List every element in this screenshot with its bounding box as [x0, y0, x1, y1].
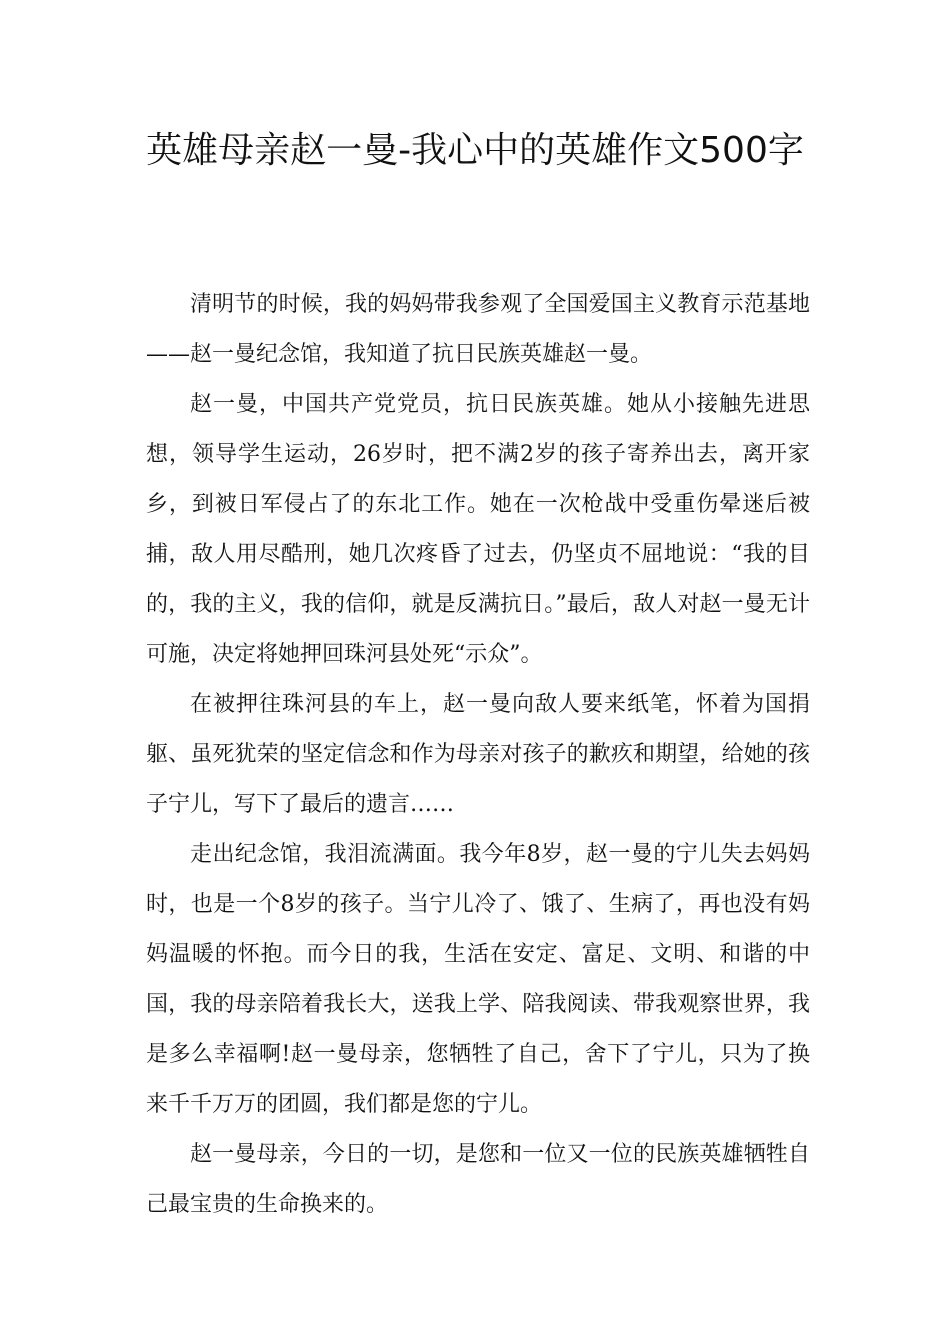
document-body	[146, 280, 810, 1230]
paragraph: 清明节的时候，我的妈妈带我参观了全国爱国主义教育示范基地——赵一曼纪念馆，我知道了抗日民族英雄赵一曼。	[146, 292, 810, 367]
paragraph: 赵一曼，中国共产党党员，抗日民族英雄。她从小接触先进思想，领导学生运动，26岁时，把不满2岁的孩子寄养出去，离开家乡，到被日军侵占了的东北工作。她在一次枪战中受重伤晕迷后被捕，敌人用尽酷刑，她几次疼昏了过去，仍坚贞不屈地说：“我的目的，我的主义，我的信仰，就是反满抗日。”最后，敌人对赵一曼无计可施，决定将她押回珠河县处死“示众”。	[146, 392, 810, 667]
document-title: 英雄母亲赵一曼-我心中的英雄作文500字	[146, 130, 804, 171]
paragraph: 赵一曼母亲，今日的一切，是您和一位又一位的民族英雄牺牲自己最宝贵的生命换来的。	[146, 1142, 810, 1217]
paragraph: 走出纪念馆，我泪流满面。我今年8岁，赵一曼的宁儿失去妈妈时，也是一个8岁的孩子。当宁儿冷了、饿了、生病了，再也没有妈妈温暖的怀抱。而今日的我，生活在安定、富足、文明、和谐的中国，我的母亲陪着我长大，送我上学、陪我阅读、带我观察世界，我是多么幸福啊!赵一曼母亲，您牺牲了自己，舍下了宁儿，只为了换来千千万万的团圆，我们都是您的宁儿。	[146, 842, 810, 1117]
paragraph: 在被押往珠河县的车上，赵一曼向敌人要来纸笔，怀着为国捐躯、虽死犹荣的坚定信念和作为母亲对孩子的歉疚和期望，给她的孩子宁儿，写下了最后的遗言……	[146, 692, 810, 817]
